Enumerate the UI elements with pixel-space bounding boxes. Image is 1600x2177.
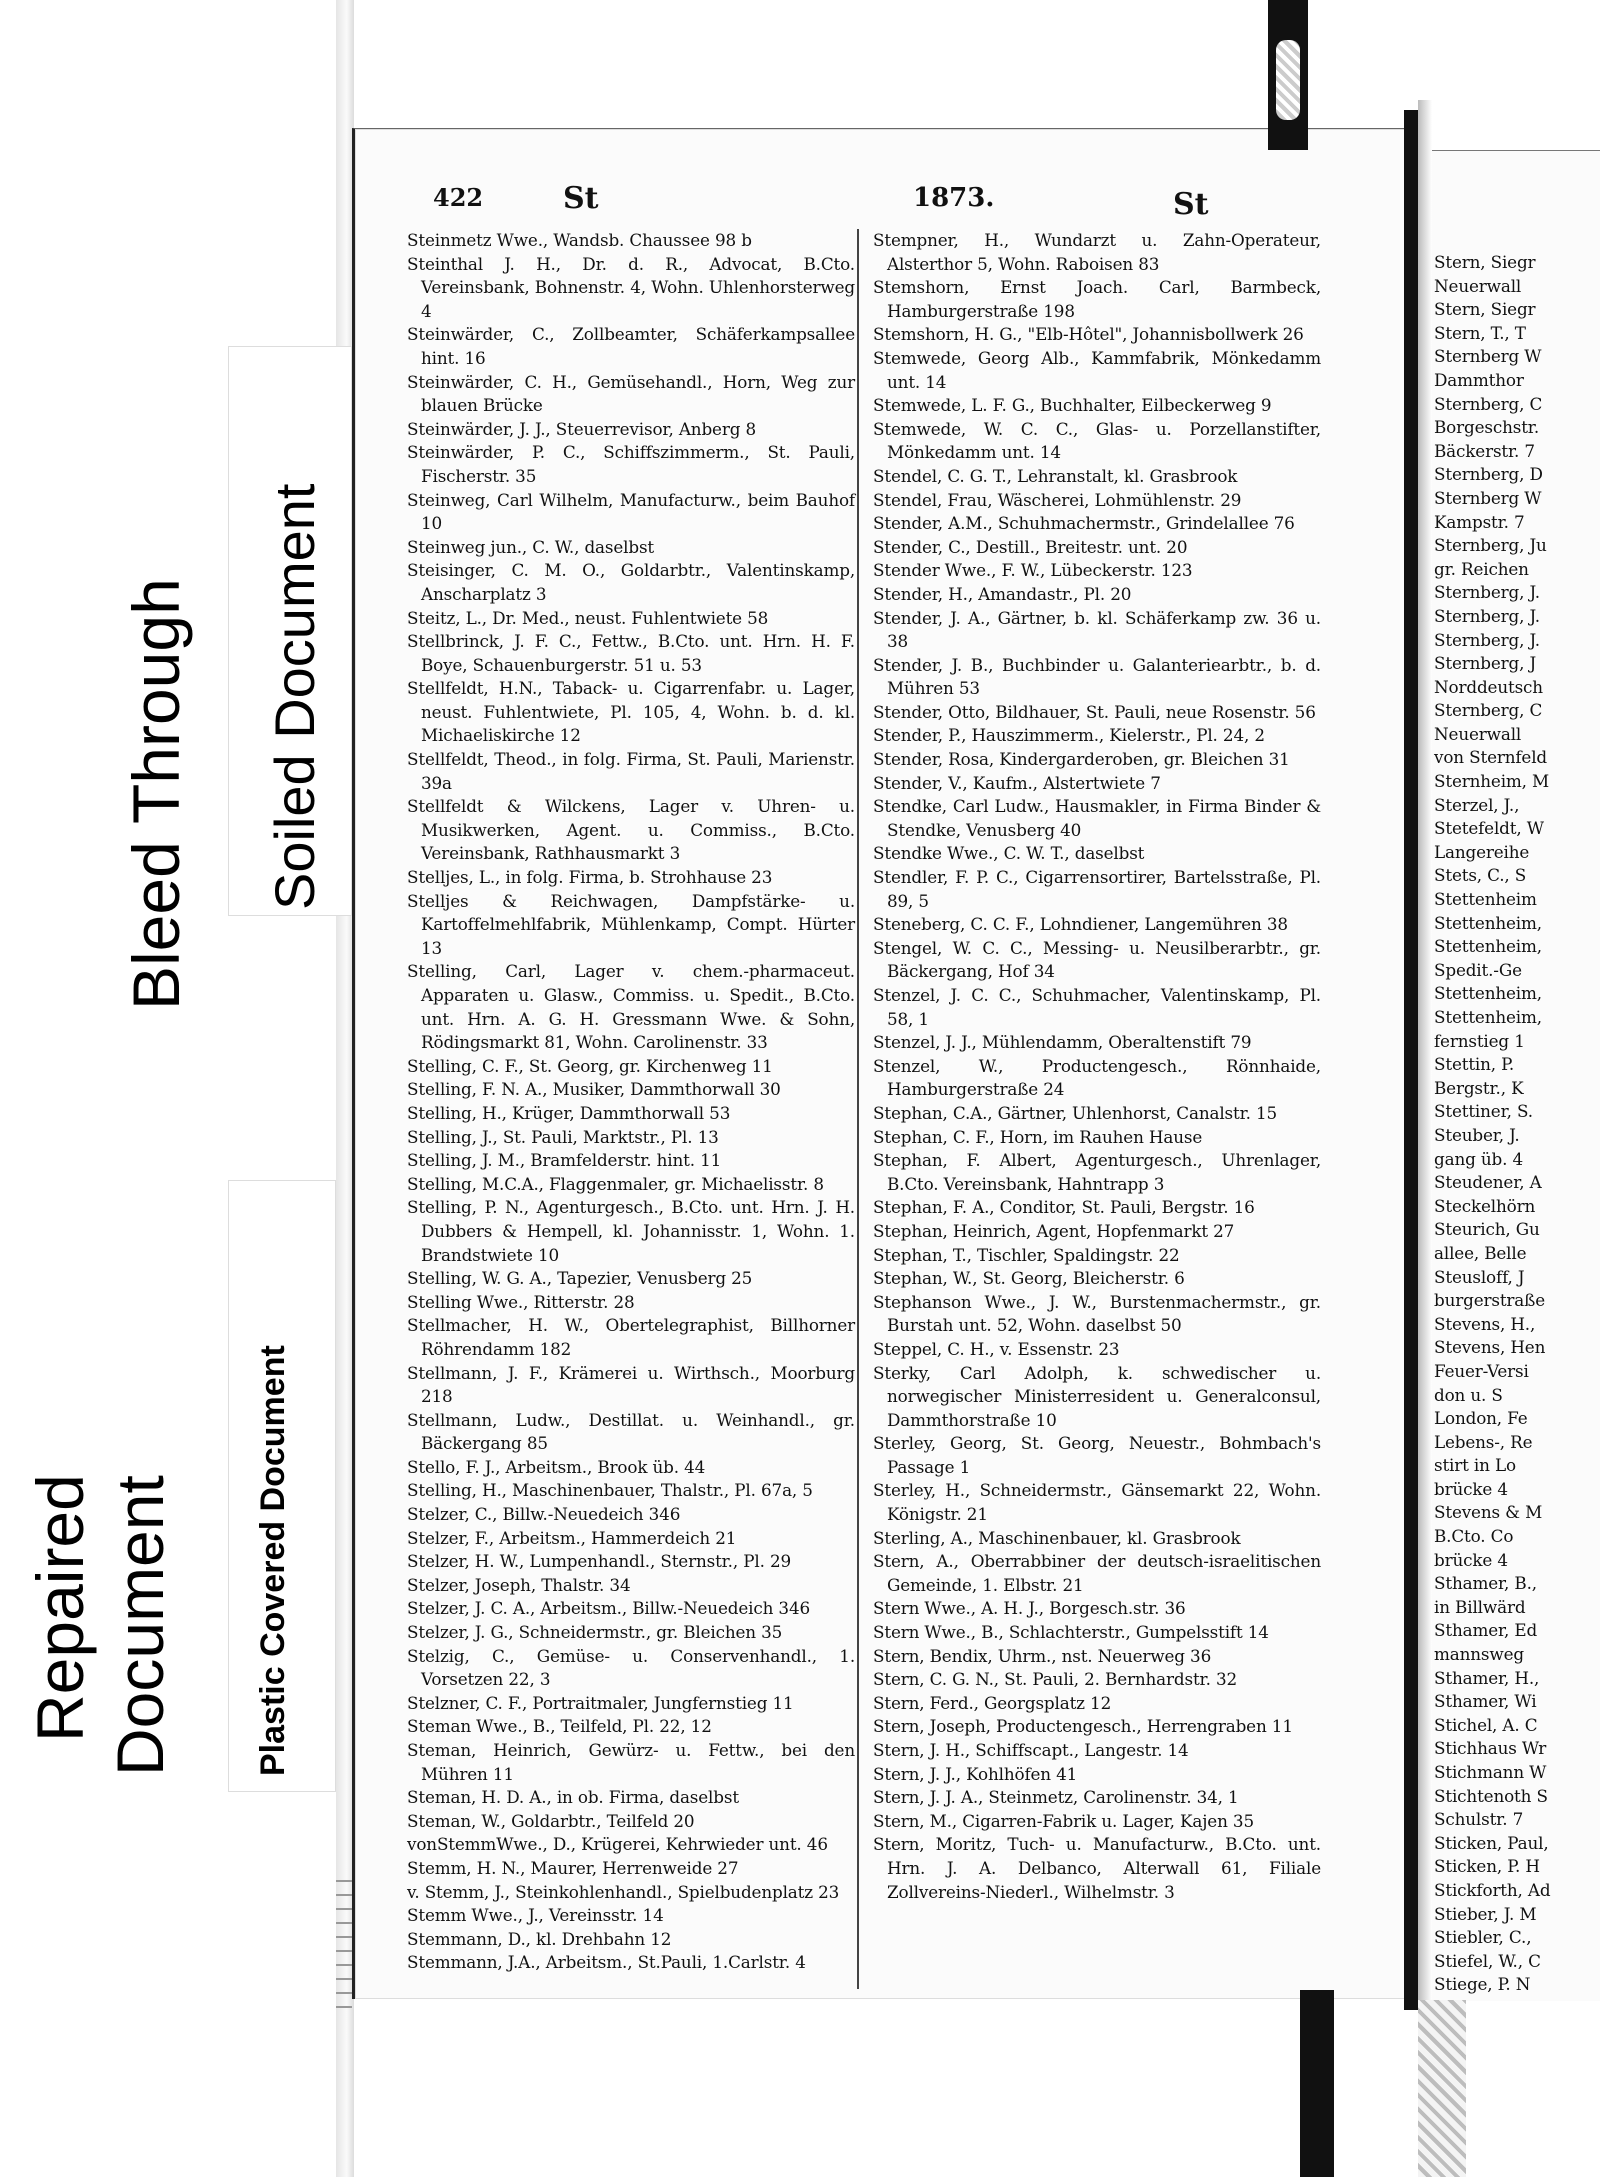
directory-entry: Stichmann W: [1434, 1762, 1547, 1782]
directory-entry: Stern, J. J. A., Steinmetz, Carolinenstr. 34, 1: [873, 1787, 1239, 1808]
directory-entry: Neuerwall: [1434, 275, 1522, 296]
directory-entry: Sternberg, J: [1434, 653, 1537, 674]
directory-entry: Sternberg, D: [1434, 464, 1543, 485]
directory-entry: Steman, H. D. A., in ob. Firma, daselbst: [407, 1787, 739, 1808]
directory-entry: gr. Reichen: [1434, 558, 1529, 579]
directory-entry: Stender, Otto, Bildhauer, St. Pauli, neue Rosenstr. 56: [873, 701, 1316, 722]
directory-entry: Sterley, H., Schneidermstr., Gänsemarkt 22, Wohn. Königstr. 21: [873, 1480, 1321, 1525]
directory-entry: Stettenheim,: [1434, 936, 1542, 957]
directory-entry: Stelzer, F., Arbeitsm., Hammerdeich 21: [407, 1527, 737, 1548]
directory-entry: Stern, Bendix, Uhrm., nst. Neuerweg 36: [873, 1645, 1212, 1666]
directory-entry: Stephan, F. Albert, Agenturgesch., Uhrenlager, B.Cto. Vereinsbank, Hahntrapp 3: [873, 1150, 1321, 1194]
directory-entry: Steitz, L., Dr. Med., neust. Fuhlentwiete 58: [407, 607, 769, 628]
directory-entry: Stern, Moritz, Tuch- u. Manufacturw., B.Cto. unt. Hrn. J. A. Delbanco, Alterwall 61, Filiale Zollvereins-Niederl., Wilhelmstr. 3: [873, 1834, 1321, 1902]
directory-entry: Stern, J. J., Kohlhöfen 41: [873, 1763, 1078, 1784]
directory-entry: Stephan, F. A., Conditor, St. Pauli, Bergstr. 16: [873, 1197, 1255, 1218]
directory-entry: Stelzer, Joseph, Thalstr. 34: [407, 1574, 631, 1595]
directory-entry: Stichtenoth S: [1434, 1785, 1548, 1806]
directory-entry: Stellbrinck, J. F. C., Fettw., B.Cto. unt. Hrn. H. F. Boye, Schauenburgerstr. 51 u. 53: [407, 631, 855, 675]
year: 1873.: [913, 183, 995, 213]
directory-entry: Steudener, A: [1434, 1172, 1542, 1193]
directory-entry: Stemm Wwe., J., Vereinsstr. 14: [407, 1905, 664, 1926]
directory-entry: Sternberg, J.: [1434, 582, 1540, 603]
page-header: [433, 183, 1393, 223]
directory-entry: Stellfeldt & Wilckens, Lager v. Uhren- u. Musikwerken, Agent. u. Commiss., B.Cto. Vereinsbank, Rathhausmarkt 3: [407, 796, 855, 864]
directory-entry: Sticken, Paul,: [1434, 1832, 1549, 1853]
directory-entry: Bäckerstr. 7: [1434, 440, 1535, 461]
directory-entry: Sternberg, J.: [1434, 629, 1540, 650]
directory-entry: v. Stemm, J., Steinkohlenhandl., Spielbudenplatz 23: [407, 1881, 840, 1902]
directory-entry: Stern, A., Oberrabbiner der deutsch-israelitischen Gemeinde, 1. Elbstr. 21: [873, 1551, 1321, 1595]
directory-entry: Steisinger, C. M. O., Goldarbtr., Valentinskamp, Anscharplatz 3: [407, 560, 855, 604]
directory-page-right: [1432, 150, 1600, 2001]
directory-entry: Stemm, H. N., Maurer, Herrenweide 27: [407, 1857, 739, 1878]
directory-entry: Stephan, C.A., Gärtner, Uhlenhorst, Canalstr. 15: [873, 1102, 1278, 1123]
directory-entry: Stern, J. H., Schiffscapt., Langestr. 14: [873, 1740, 1189, 1760]
directory-entry: Steinwärder, J. J., Steuerrevisor, Anberg 8: [407, 418, 756, 439]
directory-entry: Stettin, P.: [1434, 1054, 1515, 1075]
directory-entry: Langereihe: [1434, 841, 1530, 862]
bookmark-ribbon-bottom-dark: [1300, 1990, 1334, 2177]
directory-entry: Stemshorn, Ernst Joach. Carl, Barmbeck, Hamburgerstraße 198: [873, 277, 1321, 321]
directory-entry: Kampstr. 7: [1434, 511, 1525, 532]
directory-entry: Stephan, Heinrich, Agent, Hopfenmarkt 27: [873, 1220, 1235, 1241]
directory-entry: Stenzel, J. C. C., Schuhmacher, Valentinskamp, Pl. 58, 1: [873, 985, 1321, 1029]
directory-entry: Stelling, Carl, Lager v. chem.-pharmaceut. Apparaten u. Glasw., Commiss. u. Spedit., B.Cto. unt. Hrn. A. G. H. Gressmann Wwe. & Sohn, Rödingsmarkt 81, Wohn. Carolinenstr. 33: [407, 961, 855, 1053]
directory-entry: Stettenheim: [1434, 889, 1537, 910]
directory-entry: Steusloff, J: [1434, 1266, 1525, 1287]
directory-entry: Steuber, J.: [1434, 1124, 1520, 1145]
directory-entry: Stemshorn, H. G., "Elb-Hôtel", Johannisbollwerk 26: [873, 324, 1304, 345]
directory-entry: Stelling, H., Maschinenbauer, Thalstr., Pl. 67a, 5: [407, 1480, 813, 1501]
directory-entry: Sternberg, C: [1434, 393, 1543, 414]
directory-entry: Stephan, W., St. Georg, Bleicherstr. 6: [873, 1268, 1185, 1289]
directory-entry: Neuerwall: [1434, 723, 1522, 744]
directory-entry: Stellfeldt, H.N., Taback- u. Cigarrenfabr. u. Lager, neust. Fuhlentwiete, Pl. 105, 4, Wohn. b. d. kl. Michaeliskirche 12: [407, 678, 855, 746]
directory-entry: Sterley, Georg, St. Georg, Neuestr., Bohmbach's Passage 1: [873, 1433, 1321, 1477]
directory-entry: allee, Belle: [1434, 1242, 1527, 1263]
directory-entry: Stets, C., S: [1434, 865, 1527, 886]
directory-entry: Stender, A.M., Schuhmachermstr., Grindelallee 76: [873, 513, 1295, 534]
directory-entry: Stellmacher, H. W., Obertelegraphist, Billhorner Röhrendamm 182: [407, 1315, 855, 1359]
directory-entry: Sthamer, Ed: [1434, 1620, 1538, 1641]
soiled-document-label: Soiled Document: [263, 483, 326, 910]
section-left: St: [563, 181, 599, 216]
directory-entry: Stelling, H., Krüger, Dammthorwall 53: [407, 1102, 731, 1123]
bleed-through-label: Bleed Through: [119, 578, 193, 1010]
directory-entry: von Sternfeld: [1434, 747, 1548, 768]
middle-column: [873, 229, 1321, 1904]
directory-entry: Stelzner, C. F., Portraitmaler, Jungfernstieg 11: [407, 1692, 794, 1713]
directory-entry: Stieber, J. M: [1434, 1903, 1537, 1924]
page-edge-marks: [336, 1880, 352, 2020]
bookmark-ribbon-top: [1268, 0, 1308, 150]
directory-entry: Stettenheim,: [1434, 912, 1542, 933]
directory-entry: London, Fe: [1434, 1408, 1528, 1429]
directory-entry: Sterzel, J.,: [1434, 794, 1520, 815]
directory-entry: Sthamer, Wi: [1434, 1691, 1537, 1712]
directory-entry: Norddeutsch: [1434, 676, 1543, 697]
directory-entry: Stiebler, C.,: [1434, 1927, 1532, 1948]
directory-entry: Stettenheim,: [1434, 983, 1542, 1004]
directory-entry: Stender Wwe., F. W., Lübeckerstr. 123: [873, 560, 1193, 581]
directory-entry: Stelling, W. G. A., Tapezier, Venusberg 25: [407, 1268, 753, 1289]
directory-entry: Steman, W., Goldarbtr., Teilfeld 20: [407, 1810, 695, 1831]
directory-entry: Stender, Rosa, Kindergarderoben, gr. Bleichen 31: [873, 749, 1290, 770]
directory-entry: Stendel, C. G. T., Lehranstalt, kl. Grasbrook: [873, 465, 1238, 486]
directory-entry: Stellmann, J. F., Krämerei u. Wirthsch., Moorburg 218: [407, 1362, 855, 1407]
directory-entry: Sthamer, B.,: [1434, 1573, 1537, 1594]
directory-entry: brücke 4: [1434, 1478, 1508, 1499]
directory-entry: Stickforth, Ad: [1434, 1879, 1551, 1900]
directory-entry: Stephanson Wwe., J. W., Burstenmachermstr., gr. Burstah unt. 52, Wohn. daselbst 50: [873, 1291, 1321, 1336]
directory-entry: Stern, T., T: [1434, 322, 1526, 343]
directory-entry: Stello, F. J., Arbeitsm., Brook üb. 44: [407, 1456, 706, 1477]
directory-entry: Steinwärder, P. C., Schiffszimmerm., St. Pauli, Fischerstr. 35: [407, 442, 855, 486]
directory-entry: Steinthal J. H., Dr. d. R., Advocat, B.Cto. Vereinsbank, Bohnenstr. 4, Wohn. Uhlenhorsterweg 4: [407, 253, 855, 321]
repaired-label-line2: Document: [103, 1475, 177, 1776]
directory-entry: Sternberg W: [1434, 487, 1542, 508]
directory-entry: Stemwede, L. F. G., Buchhalter, Eilbeckerweg 9: [873, 395, 1272, 416]
directory-entry: Stelzer, J. G., Schneidermstr., gr. Bleichen 35: [407, 1622, 783, 1643]
directory-entry: Steneberg, C. C. F., Lohndiener, Langemühren 38: [873, 914, 1288, 935]
directory-entry: Sternberg, J.: [1434, 605, 1540, 626]
directory-entry: Steinweg, Carl Wilhelm, Manufacturw., beim Bauhof 10: [407, 489, 855, 534]
directory-entry: Stichel, A. C: [1434, 1714, 1538, 1735]
directory-entry: Stender, J. B., Buchbinder u. Galanteriearbtr., b. d. Mühren 53: [873, 654, 1321, 699]
directory-entry: Stetefeldt, W: [1434, 818, 1544, 839]
directory-entry: Spedit.-Ge: [1434, 959, 1522, 980]
directory-entry: Stern Wwe., A. H. J., Borgesch.str. 36: [873, 1598, 1186, 1619]
directory-entry: gang üb. 4: [1434, 1148, 1524, 1169]
directory-entry: Stelzer, C., Billw.-Neuedeich 346: [407, 1504, 681, 1525]
directory-entry: Stelljes & Reichwagen, Dampfstärke- u. Kartoffelmehlfabrik, Mühlenkamp, Compt. Hürter 13: [407, 890, 855, 958]
directory-entry: Stenzel, W., Productengesch., Rönnhaide, Hamburgerstraße 24: [873, 1055, 1321, 1100]
directory-entry: Stern, Joseph, Productengesch., Herrengraben 11: [873, 1716, 1293, 1737]
directory-entry: Stern, Siegr: [1434, 299, 1536, 320]
bookmark-ribbon-bottom: [1418, 2000, 1466, 2177]
directory-entry: Steman, Heinrich, Gewürz- u. Fettw., bei den Mühren 11: [407, 1740, 855, 1784]
directory-entry: Stendke, Carl Ludw., Hausmakler, in Firma Binder & Stendke, Venusberg 40: [873, 796, 1321, 840]
gutter-dark: [1404, 110, 1418, 2010]
column-separator: [857, 229, 859, 1989]
directory-entry: Steurich, Gu: [1434, 1219, 1540, 1240]
directory-entry: Schulstr. 7: [1434, 1809, 1524, 1830]
directory-entry: Lebens-, Re: [1434, 1431, 1533, 1452]
directory-entry: Stender, J. A., Gärtner, b. kl. Schäferkamp zw. 36 u. 38: [873, 607, 1321, 652]
directory-entry: Stelzer, H. W., Lumpenhandl., Sternstr., Pl. 29: [407, 1551, 792, 1572]
directory-entry: Stephan, T., Tischler, Spaldingstr. 22: [873, 1244, 1180, 1265]
directory-entry: Stendel, Frau, Wäscherei, Lohmühlenstr. 29: [873, 489, 1242, 510]
left-column: [407, 229, 855, 1975]
thread-tassel: [1276, 40, 1300, 120]
page-number: 422: [433, 183, 484, 212]
directory-entry: Sternheim, M: [1434, 771, 1550, 792]
directory-entry: Stelling, M.C.A., Flaggenmaler, gr. Michaelisstr. 8: [407, 1173, 824, 1194]
directory-entry: Stelljes, L., in folg. Firma, b. Strohhause 23: [407, 867, 773, 888]
directory-entry: Sthamer, H.,: [1434, 1667, 1540, 1688]
gutter-light: [1418, 100, 1432, 2020]
directory-entry: Stevens, H.,: [1434, 1313, 1536, 1334]
directory-entry: Steckelhörn: [1434, 1195, 1536, 1216]
right-column: [1434, 251, 1594, 1997]
directory-entry: in Billwärd: [1434, 1596, 1526, 1617]
directory-entry: Stettiner, S.: [1434, 1101, 1533, 1122]
directory-entry: Stelzig, C., Gemüse- u. Conservenhandl., 1. Vorsetzen 22, 3: [407, 1645, 855, 1690]
plastic-covered-label: Plastic Covered Document: [254, 1345, 292, 1776]
directory-entry: Sticken, P. H: [1434, 1856, 1540, 1877]
directory-entry: Sternberg, Ju: [1434, 535, 1547, 556]
directory-entry: Stern, M., Cigarren-Fabrik u. Lager, Kajen 35: [873, 1810, 1254, 1831]
directory-entry: Sterky, Carl Adolph, k. schwedischer u. norwegischer Ministerresident u. Generalconsul, Dammthorstraße 10: [873, 1362, 1321, 1430]
directory-entry: don u. S: [1434, 1384, 1503, 1405]
directory-entry: Bergstr., K: [1434, 1077, 1524, 1098]
repaired-label-line1: Repaired: [23, 1474, 97, 1742]
section-right: St: [1173, 187, 1209, 222]
directory-entry: Stern, Ferd., Georgsplatz 12: [873, 1692, 1112, 1713]
directory-entry: Stelling, C. F., St. Georg, gr. Kirchenweg 11: [407, 1055, 773, 1076]
directory-entry: Feuer-Versi: [1434, 1360, 1529, 1381]
directory-entry: Stephan, C. F., Horn, im Rauhen Hause: [873, 1126, 1203, 1147]
directory-entry: mannsweg: [1434, 1644, 1524, 1665]
directory-entry: Stempner, H., Wundarzt u. Zahn-Operateur, Alsterthor 5, Wohn. Raboisen 83: [873, 230, 1321, 274]
directory-entry: Stender, H., Amandastr., Pl. 20: [873, 583, 1132, 604]
directory-entry: Steman Wwe., B., Teilfeld, Pl. 22, 12: [407, 1716, 712, 1737]
directory-entry: vonStemmWwe., D., Krügerei, Kehrwieder unt. 46: [407, 1834, 828, 1855]
directory-entry: Stiefel, W., C: [1434, 1950, 1541, 1971]
directory-entry: Stern Wwe., B., Schlachterstr., Gumpelsstift 14: [873, 1622, 1269, 1643]
directory-entry: Stellmann, Ludw., Destillat. u. Weinhandl., gr. Bäckergang 85: [407, 1409, 855, 1454]
directory-entry: Stelling, J. M., Bramfelderstr. hint. 11: [407, 1150, 722, 1171]
directory-entry: Stelling, J., St. Pauli, Marktstr., Pl. 13: [407, 1126, 719, 1147]
directory-entry: Steinwärder, C. H., Gemüsehandl., Horn, Weg zur blauen Brücke: [407, 371, 855, 416]
directory-entry: Stevens, Hen: [1434, 1337, 1546, 1358]
directory-entry: fernstieg 1: [1434, 1030, 1525, 1051]
directory-entry: Stichhaus Wr: [1434, 1738, 1547, 1759]
directory-entry: B.Cto. Co: [1434, 1526, 1514, 1547]
directory-entry: Stelling, P. N., Agenturgesch., B.Cto. unt. Hrn. J. H. Dubbers & Hempell, kl. Johannisstr. 1, Wohn. 1. Brandstwiete 10: [407, 1197, 855, 1265]
directory-entry: brücke 4: [1434, 1549, 1508, 1570]
directory-entry: Borgeschstr.: [1434, 417, 1540, 438]
directory-entry: Stendke Wwe., C. W. T., daselbst: [873, 843, 1145, 864]
directory-entry: Dammthor: [1434, 369, 1524, 390]
directory-entry: stirt in Lo: [1434, 1455, 1516, 1476]
directory-entry: burgerstraße: [1434, 1290, 1545, 1311]
directory-entry: Stender, P., Hauszimmerm., Kielerstr., Pl. 24, 2: [873, 725, 1265, 746]
directory-entry: Steinmetz Wwe., Wandsb. Chaussee 98 b: [407, 230, 752, 250]
directory-entry: Stemwede, W. C. C., Glas- u. Porzellanstifter, Mönkedamm unt. 14: [873, 418, 1321, 463]
directory-entry: Sterling, A., Maschinenbauer, kl. Grasbrook: [873, 1527, 1241, 1548]
directory-entry: Steppel, C. H., v. Essenstr. 23: [873, 1338, 1120, 1359]
directory-entry: Stenzel, J. J., Mühlendamm, Oberaltenstift 79: [873, 1032, 1252, 1053]
directory-entry: Sternberg W: [1434, 346, 1542, 367]
directory-entry: Stevens & M: [1434, 1502, 1543, 1523]
directory-entry: Stengel, W. C. C., Messing- u. Neusilberarbtr., gr. Bäckergang, Hof 34: [873, 937, 1321, 982]
directory-entry: Stern, Siegr: [1434, 252, 1536, 272]
directory-entry: Stemwede, Georg Alb., Kammfabrik, Mönkedamm unt. 14: [873, 347, 1321, 392]
directory-entry: Stiege, P. N: [1434, 1974, 1531, 1995]
directory-entry: Stemmann, J.A., Arbeitsm., St.Pauli, 1.Carlstr. 4: [407, 1952, 806, 1973]
directory-page-left: [352, 128, 1407, 1999]
directory-entry: Stelling Wwe., Ritterstr. 28: [407, 1291, 635, 1312]
directory-entry: Stendler, F. P. C., Cigarrensortirer, Bartelsstraße, Pl. 89, 5: [873, 867, 1321, 911]
directory-entry: Stelzer, J. C. A., Arbeitsm., Billw.-Neuedeich 346: [407, 1598, 811, 1619]
directory-entry: Stender, V., Kaufm., Alstertwiete 7: [873, 772, 1161, 793]
directory-entry: Stemmann, D., kl. Drehbahn 12: [407, 1928, 672, 1949]
directory-entry: Stender, C., Destill., Breitestr. unt. 20: [873, 536, 1188, 557]
directory-entry: Steinweg jun., C. W., daselbst: [407, 536, 655, 557]
directory-entry: Stettenheim,: [1434, 1007, 1542, 1027]
directory-entry: Stellfeldt, Theod., in folg. Firma, St. Pauli, Marienstr. 39a: [407, 749, 855, 793]
directory-entry: Sternberg, C: [1434, 700, 1543, 721]
directory-entry: Stern, C. G. N., St. Pauli, 2. Bernhardstr. 32: [873, 1669, 1237, 1690]
directory-entry: Steinwärder, C., Zollbeamter, Schäferkampsallee hint. 16: [407, 324, 855, 368]
directory-entry: Stelling, F. N. A., Musiker, Dammthorwall 30: [407, 1079, 781, 1100]
